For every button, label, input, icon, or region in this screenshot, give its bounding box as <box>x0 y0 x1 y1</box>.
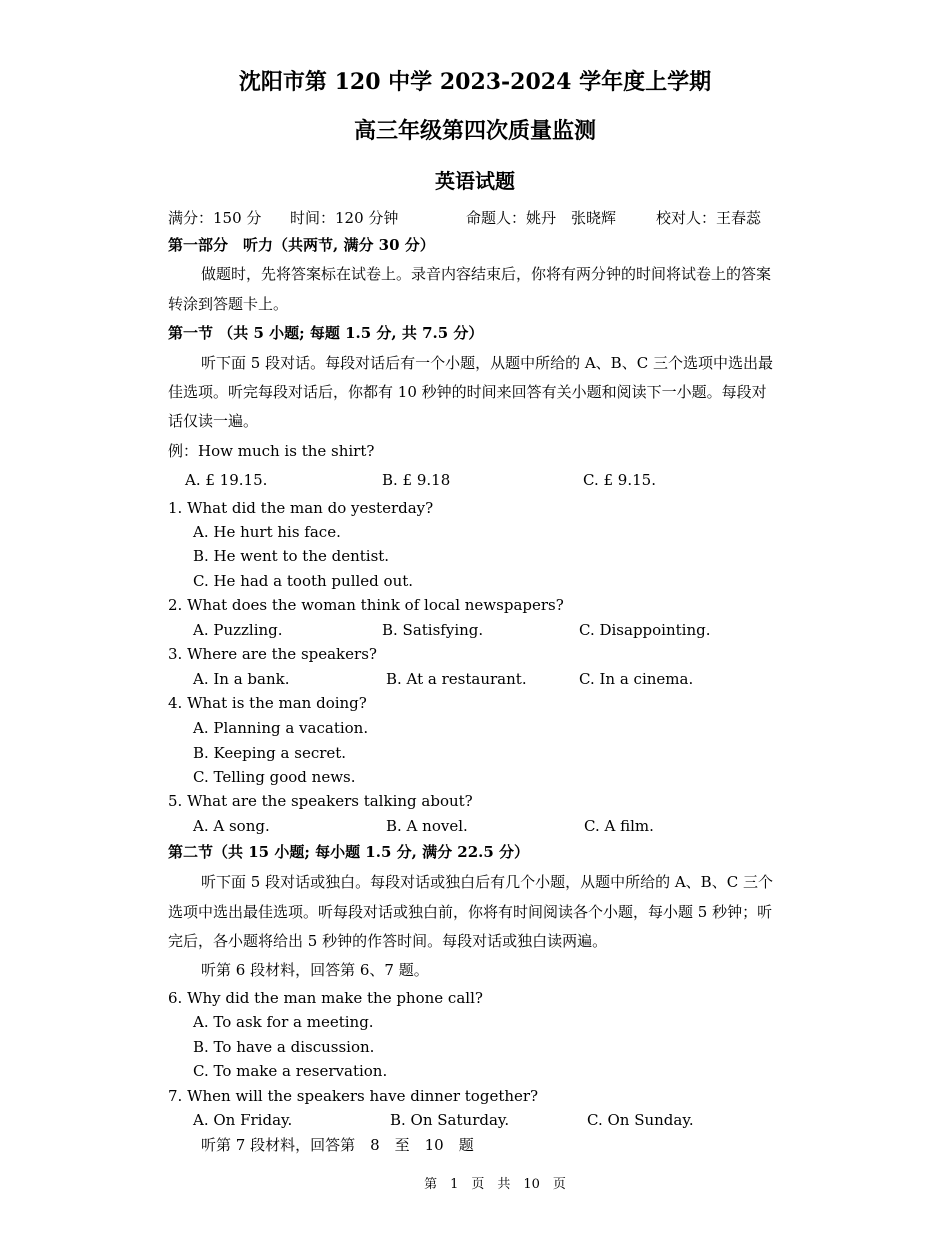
question-6: 6. Why did the man make the phone call? <box>168 989 483 1007</box>
question-7: 7. When will the speakers have dinner together? <box>168 1087 539 1105</box>
question-1: 1. What did the man do yesterday? <box>168 499 434 517</box>
question-2-option-c: C. Disappointing. <box>579 621 711 639</box>
question-2-option-b: B. Satisfying. <box>382 621 484 639</box>
question-2-option-a: A. Puzzling. <box>193 621 283 639</box>
section2-intro-line3: 完后，各小题将给出 5 秒钟的作答时间。每段对话或独白读两遍。 <box>168 932 608 950</box>
question-5-option-c: C. A film. <box>584 817 654 835</box>
part1-heading: 第一部分 听力（共两节, 满分 30 分） <box>168 236 435 254</box>
time-info: 时间：120 分钟 <box>290 209 399 227</box>
question-1-option-b: B. He went to the dentist. <box>193 547 390 565</box>
example-question: 例：How much is the shirt? <box>168 442 375 460</box>
question-6-option-b: B. To have a discussion. <box>193 1038 375 1056</box>
paper-title-subject: 英语试题 <box>435 169 515 193</box>
paper-title-exam: 高三年级第四次质量监测 <box>353 118 596 144</box>
section1-intro-line2: 佳选项。听完每段对话后，你都有 10 秒钟的时间来回答有关小题和阅读下一小题。每段对 <box>168 383 767 401</box>
question-6-option-c: C. To make a reservation. <box>193 1062 388 1080</box>
example-option-c: C. £ 9.15. <box>583 471 656 489</box>
question-3-option-a: A. In a bank. <box>193 670 290 688</box>
section2-heading: 第二节（共 15 小题; 每小题 1.5 分, 满分 22.5 分） <box>168 843 530 861</box>
example-option-b: B. £ 9.18 <box>382 471 451 489</box>
material-7-instruction: 听第 7 段材料，回答第 8 至 10 题 <box>201 1136 474 1154</box>
question-7-option-a: A. On Friday. <box>193 1111 293 1129</box>
question-6-option-a: A. To ask for a meeting. <box>193 1013 374 1031</box>
section1-heading: 第一节 （共 5 小题; 每题 1.5 分, 共 7.5 分） <box>168 324 484 342</box>
score-info: 满分：150 分 <box>168 209 262 227</box>
material-6-instruction: 听第 6 段材料，回答第 6、7 题。 <box>201 961 429 979</box>
page-footer: 第 1 页 共 10 页 <box>424 1177 566 1192</box>
question-4-option-b: B. Keeping a secret. <box>193 744 347 762</box>
author-info: 命题人：姚丹 张晓辉 <box>466 209 617 227</box>
question-5-option-b: B. A novel. <box>386 817 468 835</box>
question-4-option-a: A. Planning a vacation. <box>193 719 369 737</box>
question-3: 3. Where are the speakers? <box>168 645 377 663</box>
proofreader-info: 校对人：王春蕊 <box>656 209 762 227</box>
section1-intro-line1: 听下面 5 段对话。每段对话后有一个小题，从题中所给的 A、B、C 三个选项中选出最 <box>201 354 773 372</box>
part1-intro-line2: 转涂到答题卡上。 <box>168 295 289 313</box>
paper-title-school: 沈阳市第 120 中学 2023-2024 学年度上学期 <box>238 69 712 95</box>
example-option-a: A. £ 19.15. <box>185 471 268 489</box>
section1-intro-line3: 话仅读一遍。 <box>168 412 259 430</box>
question-2: 2. What does the woman think of local newspapers? <box>168 596 564 614</box>
section2-intro-line1: 听下面 5 段对话或独白。每段对话或独白后有几个小题，从题中所给的 A、B、C 三个 <box>201 873 773 891</box>
question-7-option-c: C. On Sunday. <box>587 1111 694 1129</box>
question-3-option-b: B. At a restaurant. <box>386 670 527 688</box>
exam-meta <box>168 208 761 228</box>
question-7-option-b: B. On Saturday. <box>390 1111 510 1129</box>
section2-intro-line2: 选项中选出最佳选项。听每段对话或独白前，你将有时间阅读各个小题，每小题 5 秒钟；听 <box>168 903 773 921</box>
part1-intro-line1: 做题时，先将答案标在试卷上。录音内容结束后，你将有两分钟的时间将试卷上的答案 <box>201 265 772 283</box>
question-5: 5. What are the speakers talking about? <box>168 792 473 810</box>
question-5-option-a: A. A song. <box>193 817 270 835</box>
question-3-option-c: C. In a cinema. <box>579 670 694 688</box>
question-1-option-a: A. He hurt his face. <box>193 523 341 541</box>
question-4-option-c: C. Telling good news. <box>193 768 356 786</box>
question-4: 4. What is the man doing? <box>168 694 367 712</box>
question-1-option-c: C. He had a tooth pulled out. <box>193 572 414 590</box>
